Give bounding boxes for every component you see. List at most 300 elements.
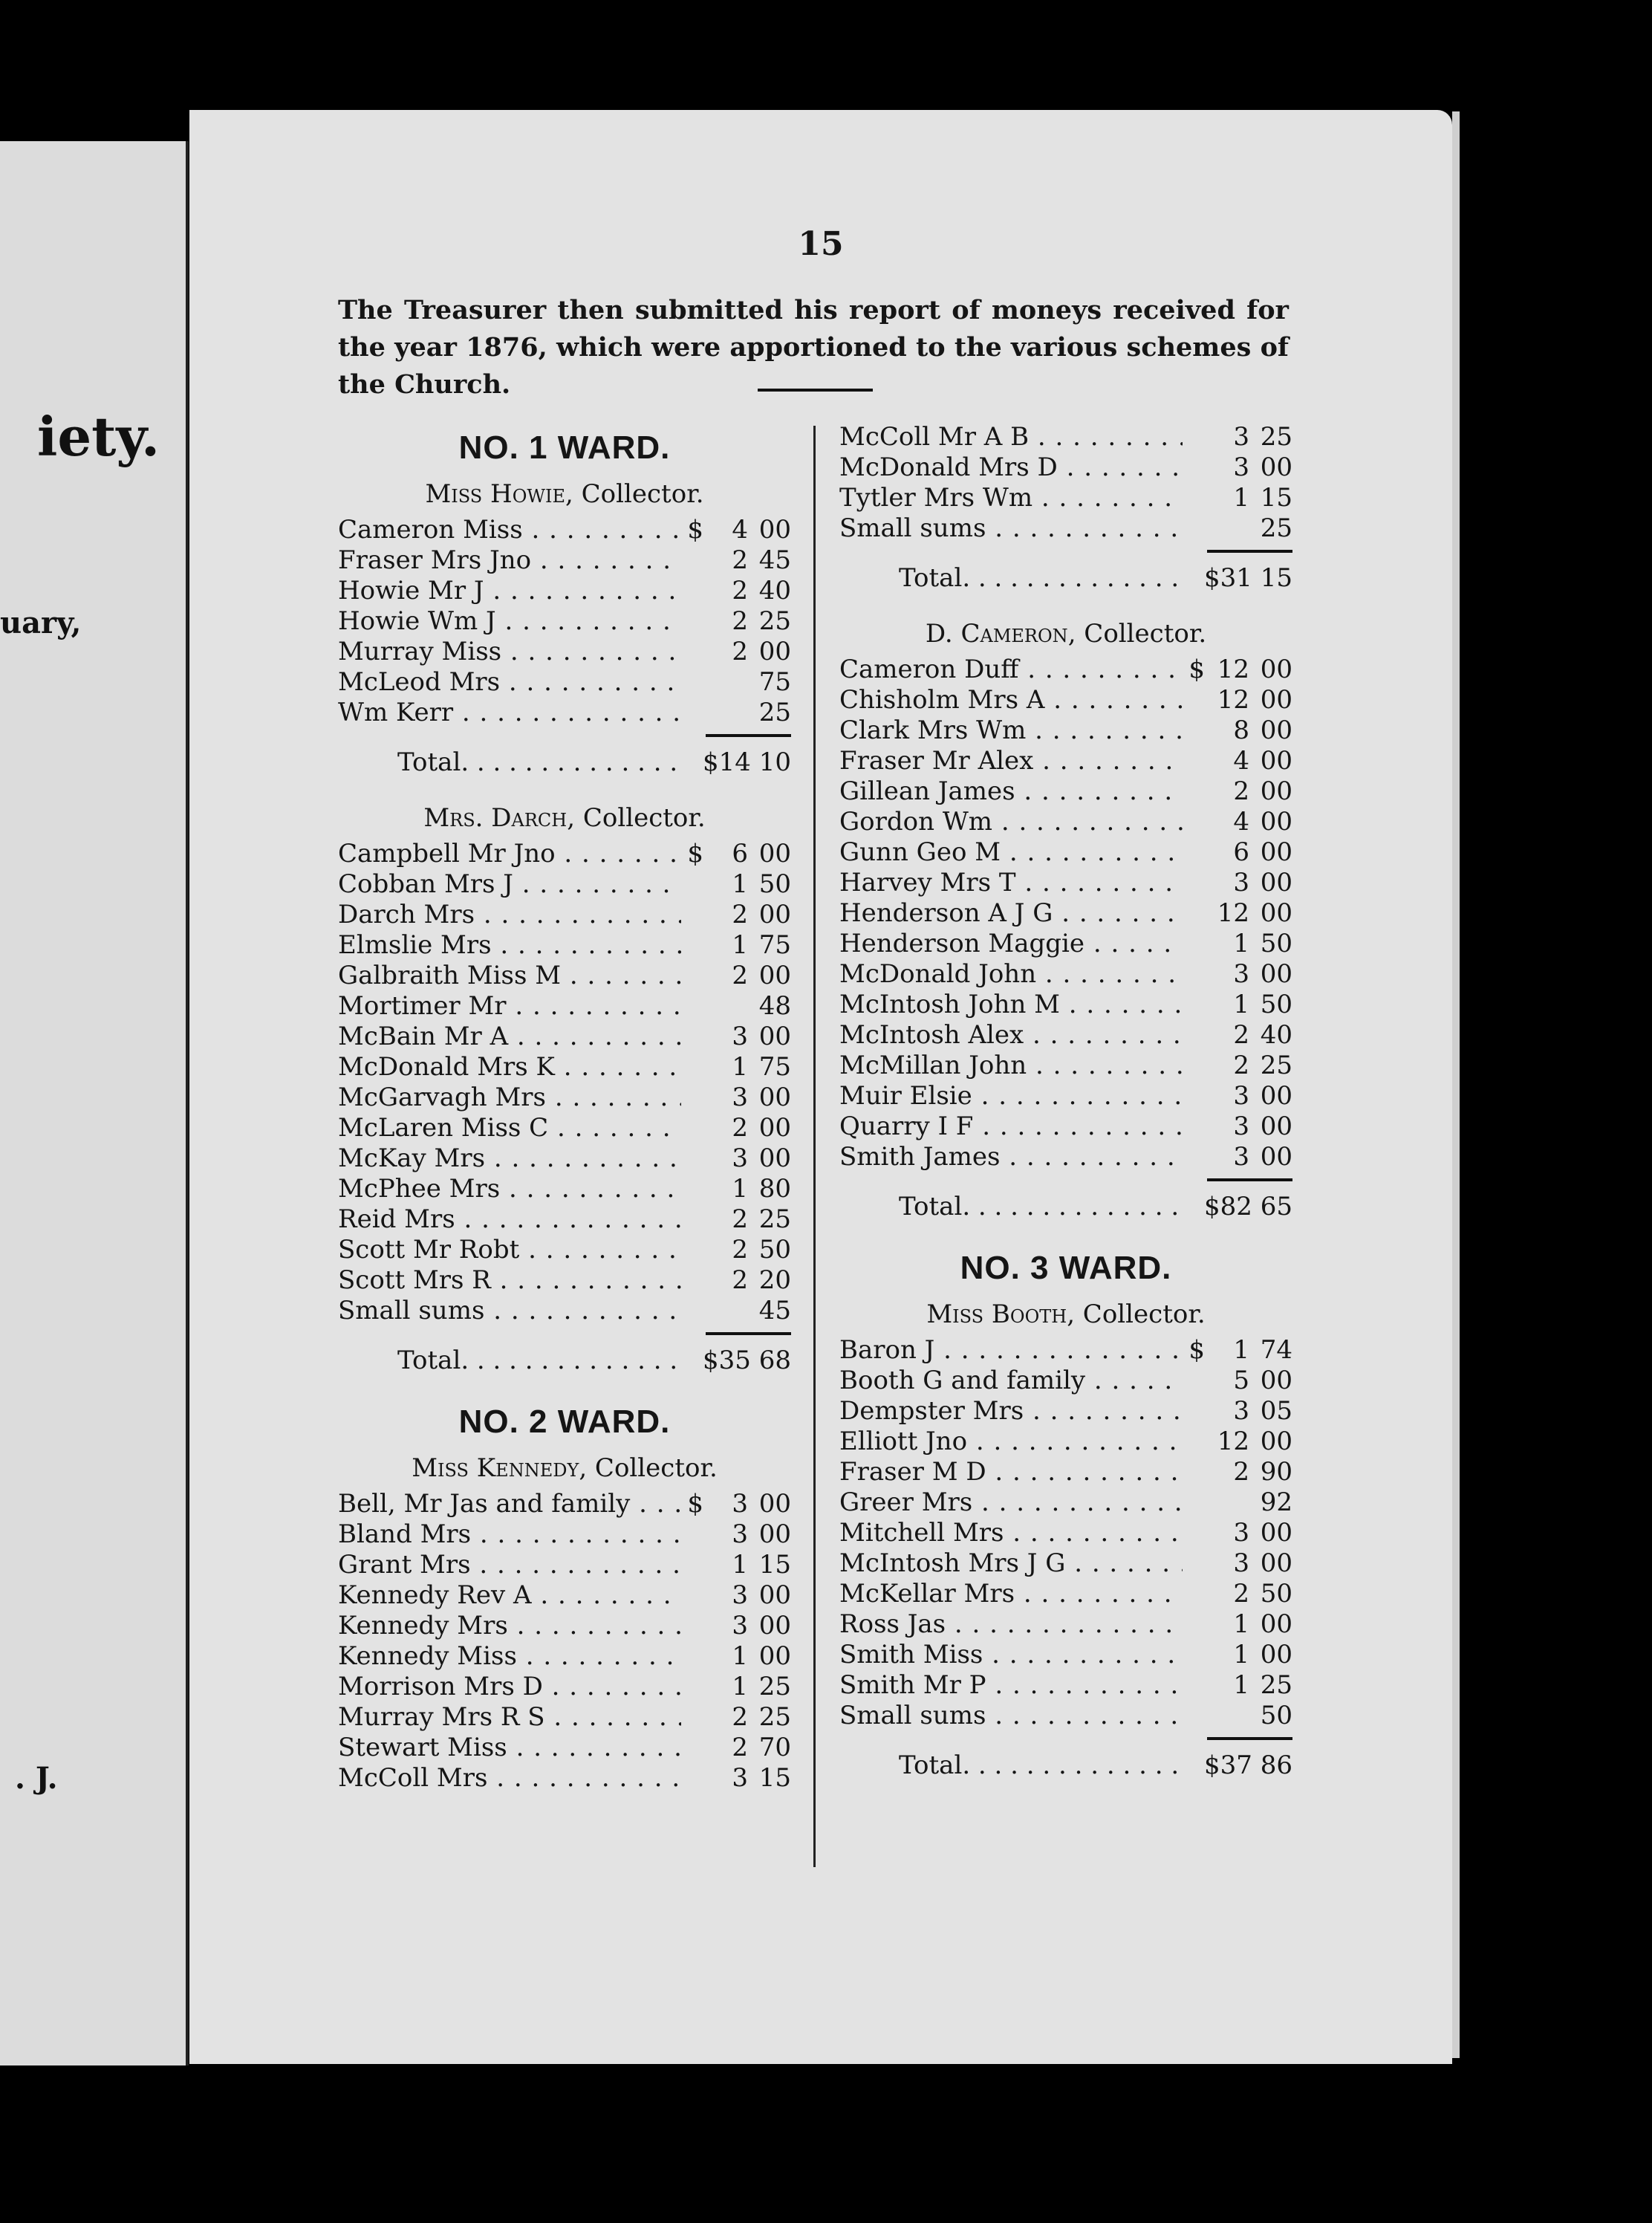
donor-row xyxy=(839,1427,1292,1457)
donor-row xyxy=(338,545,791,576)
currency-sign xyxy=(681,1083,703,1113)
donor-row xyxy=(338,637,791,667)
donor-name: Galbraith Miss M . . . xyxy=(338,961,681,991)
amount-dollars: 3 xyxy=(1233,452,1249,482)
left-page-text-3: . J. xyxy=(15,1761,58,1796)
amount-dollars: 1 xyxy=(1233,990,1249,1019)
document-page xyxy=(189,110,1452,2064)
left-page-text-2: uary, xyxy=(0,606,82,640)
collector-name: Mrs. Darch xyxy=(423,803,568,833)
total-rule xyxy=(706,1332,791,1335)
currency-sign xyxy=(681,637,703,667)
amount-dollars: 2 xyxy=(732,1113,748,1143)
donor-name: Small sums . . . xyxy=(839,513,1183,544)
amount-cents: 00 xyxy=(1260,959,1292,989)
amount-cents: 40 xyxy=(758,576,791,606)
currency-sign xyxy=(1183,1701,1205,1731)
amount-cents: 40 xyxy=(1260,1020,1292,1050)
currency-sign xyxy=(681,961,703,991)
donor-row xyxy=(338,1174,791,1204)
donor-name: Campbell Mr Jno . . . xyxy=(338,839,681,869)
donor-row xyxy=(839,513,1292,544)
currency-sign xyxy=(681,545,703,576)
amount-dollars: 1 xyxy=(1233,483,1249,513)
ward-heading: NO. 3 WARD. xyxy=(960,1250,1172,1286)
donor-row xyxy=(839,1457,1292,1487)
amount-cents: 00 xyxy=(1260,1427,1292,1456)
donor-name: Mitchell Mrs . . . xyxy=(839,1518,1183,1548)
amount-cents: 25 xyxy=(758,606,791,636)
amount-cents: 75 xyxy=(758,930,791,960)
amount-cents: 00 xyxy=(1260,868,1292,898)
donor-name: McIntosh John M . . . xyxy=(839,990,1183,1020)
donor-row xyxy=(338,1489,791,1519)
amount-dollars: 3 xyxy=(732,1143,748,1173)
donor-name: Darch Mrs . . . xyxy=(338,900,681,930)
total-row xyxy=(338,740,791,785)
currency-sign xyxy=(681,1519,703,1550)
currency-sign: $ xyxy=(1188,655,1205,684)
currency-sign: $ xyxy=(687,515,703,545)
amount-dollars xyxy=(1205,1487,1249,1518)
collector-line xyxy=(839,1294,1292,1335)
donor-row xyxy=(338,1022,791,1052)
amount-cents: 00 xyxy=(1260,1112,1292,1141)
amount-dollars: 2 xyxy=(1233,1579,1249,1609)
donor-row xyxy=(839,1020,1292,1051)
amount-dollars: 2 xyxy=(732,900,748,929)
currency-sign xyxy=(681,991,703,1022)
currency-sign xyxy=(681,1174,703,1204)
total-label: Total. . . . xyxy=(338,740,681,785)
donor-name: Fraser M D . . . xyxy=(839,1457,1183,1487)
donor-row xyxy=(839,655,1292,685)
donor-name: Quarry I F . . . xyxy=(839,1112,1183,1142)
donor-name: Clark Mrs Wm . . . xyxy=(839,715,1183,746)
amount-dollars: 3 xyxy=(732,1083,748,1112)
amount-cents: 25 xyxy=(1260,422,1292,452)
currency-sign xyxy=(1183,1518,1205,1548)
amount-cents: 00 xyxy=(758,839,791,869)
amount-dollars: 4 xyxy=(1233,807,1249,837)
amount-cents: 00 xyxy=(1260,1518,1292,1548)
donor-row xyxy=(338,1550,791,1580)
right-column xyxy=(839,422,1292,1788)
donor-name: McDonald John . . . xyxy=(839,959,1183,990)
collector-suffix: , Collector. xyxy=(565,479,704,509)
donor-name: Cameron Duff . . . xyxy=(839,655,1183,685)
page-number: 15 xyxy=(798,225,844,263)
total-row xyxy=(338,1338,791,1383)
amount-dollars: 3 xyxy=(1233,959,1249,989)
amount-cents: 00 xyxy=(758,1611,791,1641)
amount-dollars: 6 xyxy=(732,839,748,869)
amount-cents: 00 xyxy=(1260,655,1292,684)
amount-cents: 25 xyxy=(1260,1670,1292,1700)
amount-cents: 00 xyxy=(1260,1548,1292,1578)
currency-sign xyxy=(1183,452,1205,483)
donor-row xyxy=(839,746,1292,776)
amount-cents: 00 xyxy=(1260,1142,1292,1172)
currency-sign xyxy=(1183,1487,1205,1518)
amount-dollars: 1 xyxy=(732,930,748,960)
donor-row xyxy=(839,898,1292,929)
currency-sign xyxy=(1183,807,1205,837)
amount-dollars: 12 xyxy=(1217,655,1249,684)
donor-row xyxy=(338,1672,791,1702)
donor-row xyxy=(338,1052,791,1083)
donor-name: Stewart Miss . . . xyxy=(338,1733,681,1763)
currency-sign xyxy=(681,1052,703,1083)
amount-cents: 00 xyxy=(1260,746,1292,776)
total-label: Total. . . . xyxy=(338,1338,681,1383)
amount-cents: 50 xyxy=(1260,990,1292,1019)
donor-row xyxy=(338,1204,791,1235)
total-label: Total. . . . xyxy=(839,1743,1183,1788)
currency-sign xyxy=(1183,929,1205,959)
amount-dollars: 1 xyxy=(1233,1670,1249,1700)
currency-sign xyxy=(681,1235,703,1265)
amount-cents: 50 xyxy=(758,1235,791,1265)
amount-cents: 50 xyxy=(758,869,791,899)
donor-row xyxy=(338,839,791,869)
donor-name: Fraser Mrs Jno . . . xyxy=(338,545,681,576)
donor-name: Mortimer Mr . . . xyxy=(338,991,681,1022)
amount-dollars: 1 xyxy=(732,1052,748,1082)
amount-dollars: 2 xyxy=(732,1204,748,1234)
donor-name: Tytler Mrs Wm . . . xyxy=(839,483,1183,513)
currency-sign xyxy=(1183,1051,1205,1081)
collector-name: Miss Booth xyxy=(926,1299,1067,1329)
amount-cents: 00 xyxy=(758,1083,791,1112)
amount-cents: 00 xyxy=(1260,776,1292,806)
donor-name: Harvey Mrs T . . . xyxy=(839,868,1183,898)
collector-name: D. Cameron xyxy=(925,619,1068,649)
amount-cents: 00 xyxy=(1260,898,1292,928)
collector-name: Miss Howie xyxy=(425,479,566,509)
donor-row xyxy=(338,1296,791,1326)
amount-cents: 80 xyxy=(758,1174,791,1204)
donor-row xyxy=(338,667,791,698)
amount-dollars: 4 xyxy=(732,515,748,545)
amount-dollars: 2 xyxy=(1233,1457,1249,1487)
amount-dollars: 6 xyxy=(1233,837,1249,867)
donor-name: McLaren Miss C . . . xyxy=(338,1113,681,1143)
total-row xyxy=(839,1743,1292,1788)
amount-cents: 00 xyxy=(758,961,791,990)
amount-dollars: 3 xyxy=(732,1022,748,1051)
amount-cents: 00 xyxy=(758,1580,791,1610)
currency-sign xyxy=(681,1672,703,1702)
donor-row xyxy=(839,1396,1292,1427)
donor-row xyxy=(839,1609,1292,1640)
amount-cents: 90 xyxy=(1260,1457,1292,1487)
donor-row xyxy=(839,807,1292,837)
amount-dollars: 1 xyxy=(732,1641,748,1671)
amount-cents: 75 xyxy=(758,667,791,697)
amount-cents: 00 xyxy=(1260,715,1292,745)
currency-sign xyxy=(681,1113,703,1143)
donor-name: McKellar Mrs . . . xyxy=(839,1579,1183,1609)
donor-name: Smith Mr P . . . xyxy=(839,1670,1183,1701)
column-divider xyxy=(813,426,816,1867)
donor-row xyxy=(839,1518,1292,1548)
donor-name: Murray Miss . . . xyxy=(338,637,681,667)
amount-dollars: 2 xyxy=(1233,1051,1249,1080)
amount-dollars: 4 xyxy=(1233,746,1249,776)
currency-sign xyxy=(681,1611,703,1641)
currency-sign xyxy=(1183,959,1205,990)
amount-cents: 50 xyxy=(1260,1579,1292,1609)
donor-name: Howie Wm J . . . xyxy=(338,606,681,637)
amount-cents: 00 xyxy=(758,1022,791,1051)
amount-dollars: 3 xyxy=(1233,1081,1249,1111)
donor-name: Cameron Miss . . . xyxy=(338,515,681,545)
donor-name: Wm Kerr . . . xyxy=(338,698,681,728)
donor-name: Small sums . . . xyxy=(839,1701,1183,1731)
section-rule xyxy=(758,389,873,392)
amount-cents: 00 xyxy=(1260,807,1292,837)
collector-suffix: , Collector. xyxy=(1067,619,1207,649)
total-row xyxy=(839,1184,1292,1229)
amount-dollars xyxy=(1205,1701,1249,1731)
donor-name: Smith Miss . . . xyxy=(839,1640,1183,1670)
amount-cents: 00 xyxy=(758,1113,791,1143)
amount-dollars: 2 xyxy=(732,961,748,990)
currency-sign xyxy=(681,667,703,698)
donor-row xyxy=(839,715,1292,746)
amount-dollars: 2 xyxy=(732,637,748,666)
amount-dollars: 1 xyxy=(732,869,748,899)
currency-sign xyxy=(1183,776,1205,807)
amount-dollars: 5 xyxy=(1233,1366,1249,1395)
amount-dollars: 3 xyxy=(1233,1548,1249,1578)
currency-sign xyxy=(1183,1457,1205,1487)
donor-row xyxy=(338,606,791,637)
amount-dollars: 3 xyxy=(1233,868,1249,898)
currency-sign xyxy=(681,1550,703,1580)
total-rule xyxy=(1207,1178,1292,1181)
amount-cents: 75 xyxy=(758,1052,791,1082)
amount-dollars xyxy=(703,1296,748,1326)
donor-name: Booth G and family . . . xyxy=(839,1366,1183,1396)
donor-name: Dempster Mrs . . . xyxy=(839,1396,1183,1427)
donor-name: McDonald Mrs D . . . xyxy=(839,452,1183,483)
amount-cents: 15 xyxy=(1260,483,1292,513)
section-gap xyxy=(338,785,791,798)
previous-page-fragment xyxy=(0,141,189,2065)
amount-cents: 92 xyxy=(1260,1487,1292,1517)
currency-sign xyxy=(681,1265,703,1296)
collector-line xyxy=(338,1448,791,1489)
donor-row xyxy=(338,1519,791,1550)
donor-name: Morrison Mrs D . . . xyxy=(338,1672,681,1702)
amount-dollars: 3 xyxy=(732,1519,748,1549)
donor-name: Reid Mrs . . . xyxy=(338,1204,681,1235)
currency-sign xyxy=(1183,422,1205,452)
amount-cents: 25 xyxy=(1260,1051,1292,1080)
amount-cents: 25 xyxy=(758,1672,791,1701)
donor-name: Greer Mrs . . . xyxy=(839,1487,1183,1518)
collector-line xyxy=(839,614,1292,655)
amount-dollars xyxy=(703,991,748,1022)
donor-row xyxy=(839,1670,1292,1701)
amount-cents: 00 xyxy=(758,1143,791,1173)
total-rule xyxy=(1207,550,1292,553)
amount-cents: 25 xyxy=(758,1702,791,1732)
amount-cents: 25 xyxy=(758,1204,791,1234)
donor-row xyxy=(338,1083,791,1113)
amount-dollars: 3 xyxy=(1233,1396,1249,1426)
donor-name: McPhee Mrs . . . xyxy=(338,1174,681,1204)
amount-dollars: 2 xyxy=(1233,776,1249,806)
amount-dollars: 3 xyxy=(1233,1112,1249,1141)
currency-sign xyxy=(1183,1366,1205,1396)
amount-dollars: 1 xyxy=(1233,1335,1249,1365)
collector-suffix: , Collector. xyxy=(1067,1299,1206,1329)
donor-row xyxy=(839,685,1292,715)
amount-dollars: 2 xyxy=(732,1265,748,1295)
donor-row xyxy=(338,900,791,930)
amount-dollars: 2 xyxy=(732,1702,748,1732)
donor-name: McGarvagh Mrs . . . xyxy=(338,1083,681,1113)
currency-sign xyxy=(681,1580,703,1611)
currency-sign xyxy=(1183,1640,1205,1670)
amount-cents: 15 xyxy=(758,1550,791,1580)
amount-cents: 00 xyxy=(1260,837,1292,867)
donor-row xyxy=(839,422,1292,452)
amount-cents: 45 xyxy=(758,545,791,575)
currency-sign xyxy=(1183,715,1205,746)
donor-row xyxy=(839,990,1292,1020)
donor-row xyxy=(839,1112,1292,1142)
amount-dollars: 3 xyxy=(732,1611,748,1641)
amount-cents: 74 xyxy=(1260,1335,1292,1365)
currency-sign xyxy=(681,930,703,961)
left-page-text-1: iety. xyxy=(37,405,160,468)
amount-dollars: 1 xyxy=(732,1550,748,1580)
amount-dollars: 1 xyxy=(732,1672,748,1701)
currency-sign xyxy=(1183,868,1205,898)
amount-dollars xyxy=(1205,513,1249,544)
total-amount: $31 15 xyxy=(1204,563,1292,593)
donor-row xyxy=(338,991,791,1022)
currency-sign xyxy=(681,1204,703,1235)
donor-row xyxy=(839,1051,1292,1081)
amount-cents: 25 xyxy=(758,698,791,727)
amount-cents: 48 xyxy=(758,991,791,1021)
amount-dollars: 2 xyxy=(1233,1020,1249,1050)
currency-sign xyxy=(1183,1081,1205,1112)
amount-dollars: 12 xyxy=(1217,685,1249,715)
donor-row xyxy=(338,930,791,961)
donor-row xyxy=(338,961,791,991)
donor-name: McLeod Mrs . . . xyxy=(338,667,681,698)
amount-cents: 70 xyxy=(758,1733,791,1762)
total-amount: $37 86 xyxy=(1204,1750,1292,1780)
currency-sign xyxy=(1183,746,1205,776)
amount-cents: 15 xyxy=(758,1763,791,1793)
donor-name: Henderson A J G . . . xyxy=(839,898,1183,929)
donor-row xyxy=(839,1487,1292,1518)
amount-dollars: 3 xyxy=(732,1489,748,1519)
total-label: Total. . . . xyxy=(839,556,1183,600)
donor-name: Bland Mrs . . . xyxy=(338,1519,681,1550)
amount-cents: 00 xyxy=(1260,1640,1292,1669)
donor-row xyxy=(839,837,1292,868)
donor-row xyxy=(338,1611,791,1641)
donor-name: Fraser Mr Alex . . . xyxy=(839,746,1183,776)
amount-cents: 00 xyxy=(1260,1081,1292,1111)
amount-cents: 45 xyxy=(758,1296,791,1325)
donor-name: Smith James . . . xyxy=(839,1142,1183,1172)
currency-sign xyxy=(681,1641,703,1672)
donor-name: Ross Jas . . . xyxy=(839,1609,1183,1640)
amount-cents: 25 xyxy=(1260,513,1292,543)
donor-name: Grant Mrs . . . xyxy=(338,1550,681,1580)
amount-cents: 00 xyxy=(758,515,791,545)
currency-sign: $ xyxy=(687,1489,703,1519)
currency-sign xyxy=(1183,1670,1205,1701)
total-amount: $35 68 xyxy=(703,1346,791,1375)
donor-name: McIntosh Alex . . . xyxy=(839,1020,1183,1051)
total-label: Total. . . . xyxy=(839,1184,1183,1229)
donor-row xyxy=(839,1081,1292,1112)
donor-row xyxy=(839,1142,1292,1172)
amount-cents: 05 xyxy=(1260,1396,1292,1426)
currency-sign xyxy=(1183,483,1205,513)
total-rule xyxy=(1207,1737,1292,1740)
amount-dollars: 1 xyxy=(1233,929,1249,958)
amount-dollars: 2 xyxy=(732,1235,748,1265)
amount-dollars xyxy=(703,667,748,698)
amount-dollars: 3 xyxy=(732,1763,748,1793)
donor-name: McColl Mrs . . . xyxy=(338,1763,681,1794)
donor-row xyxy=(839,1701,1292,1731)
currency-sign xyxy=(681,1296,703,1326)
amount-dollars: 2 xyxy=(732,606,748,636)
total-rule xyxy=(706,734,791,737)
donor-row xyxy=(338,1265,791,1296)
donor-row xyxy=(338,698,791,728)
currency-sign xyxy=(1183,685,1205,715)
donor-name: Kennedy Rev A . . . xyxy=(338,1580,681,1611)
donor-name: McColl Mr A B . . . xyxy=(839,422,1183,452)
currency-sign xyxy=(681,606,703,637)
donor-row xyxy=(839,483,1292,513)
donor-name: Kennedy Mrs . . . xyxy=(338,1611,681,1641)
currency-sign xyxy=(1183,1112,1205,1142)
donor-name: Scott Mr Robt . . . xyxy=(338,1235,681,1265)
donor-row xyxy=(839,1366,1292,1396)
page-edge xyxy=(1452,111,1460,2058)
amount-cents: 20 xyxy=(758,1265,791,1295)
donor-name: Small sums . . . xyxy=(338,1296,681,1326)
donor-row xyxy=(338,515,791,545)
amount-cents: 00 xyxy=(758,1489,791,1519)
donor-name: Cobban Mrs J . . . xyxy=(338,869,681,900)
amount-cents: 00 xyxy=(1260,1366,1292,1395)
currency-sign xyxy=(1183,1396,1205,1427)
amount-dollars: 1 xyxy=(1233,1609,1249,1639)
currency-sign xyxy=(1183,1548,1205,1579)
currency-sign xyxy=(681,1143,703,1174)
ward-heading: NO. 1 WARD. xyxy=(458,429,671,466)
total-amount: $14 10 xyxy=(703,747,791,777)
amount-cents: 00 xyxy=(1260,685,1292,715)
donor-row xyxy=(839,868,1292,898)
amount-cents: 00 xyxy=(1260,1609,1292,1639)
